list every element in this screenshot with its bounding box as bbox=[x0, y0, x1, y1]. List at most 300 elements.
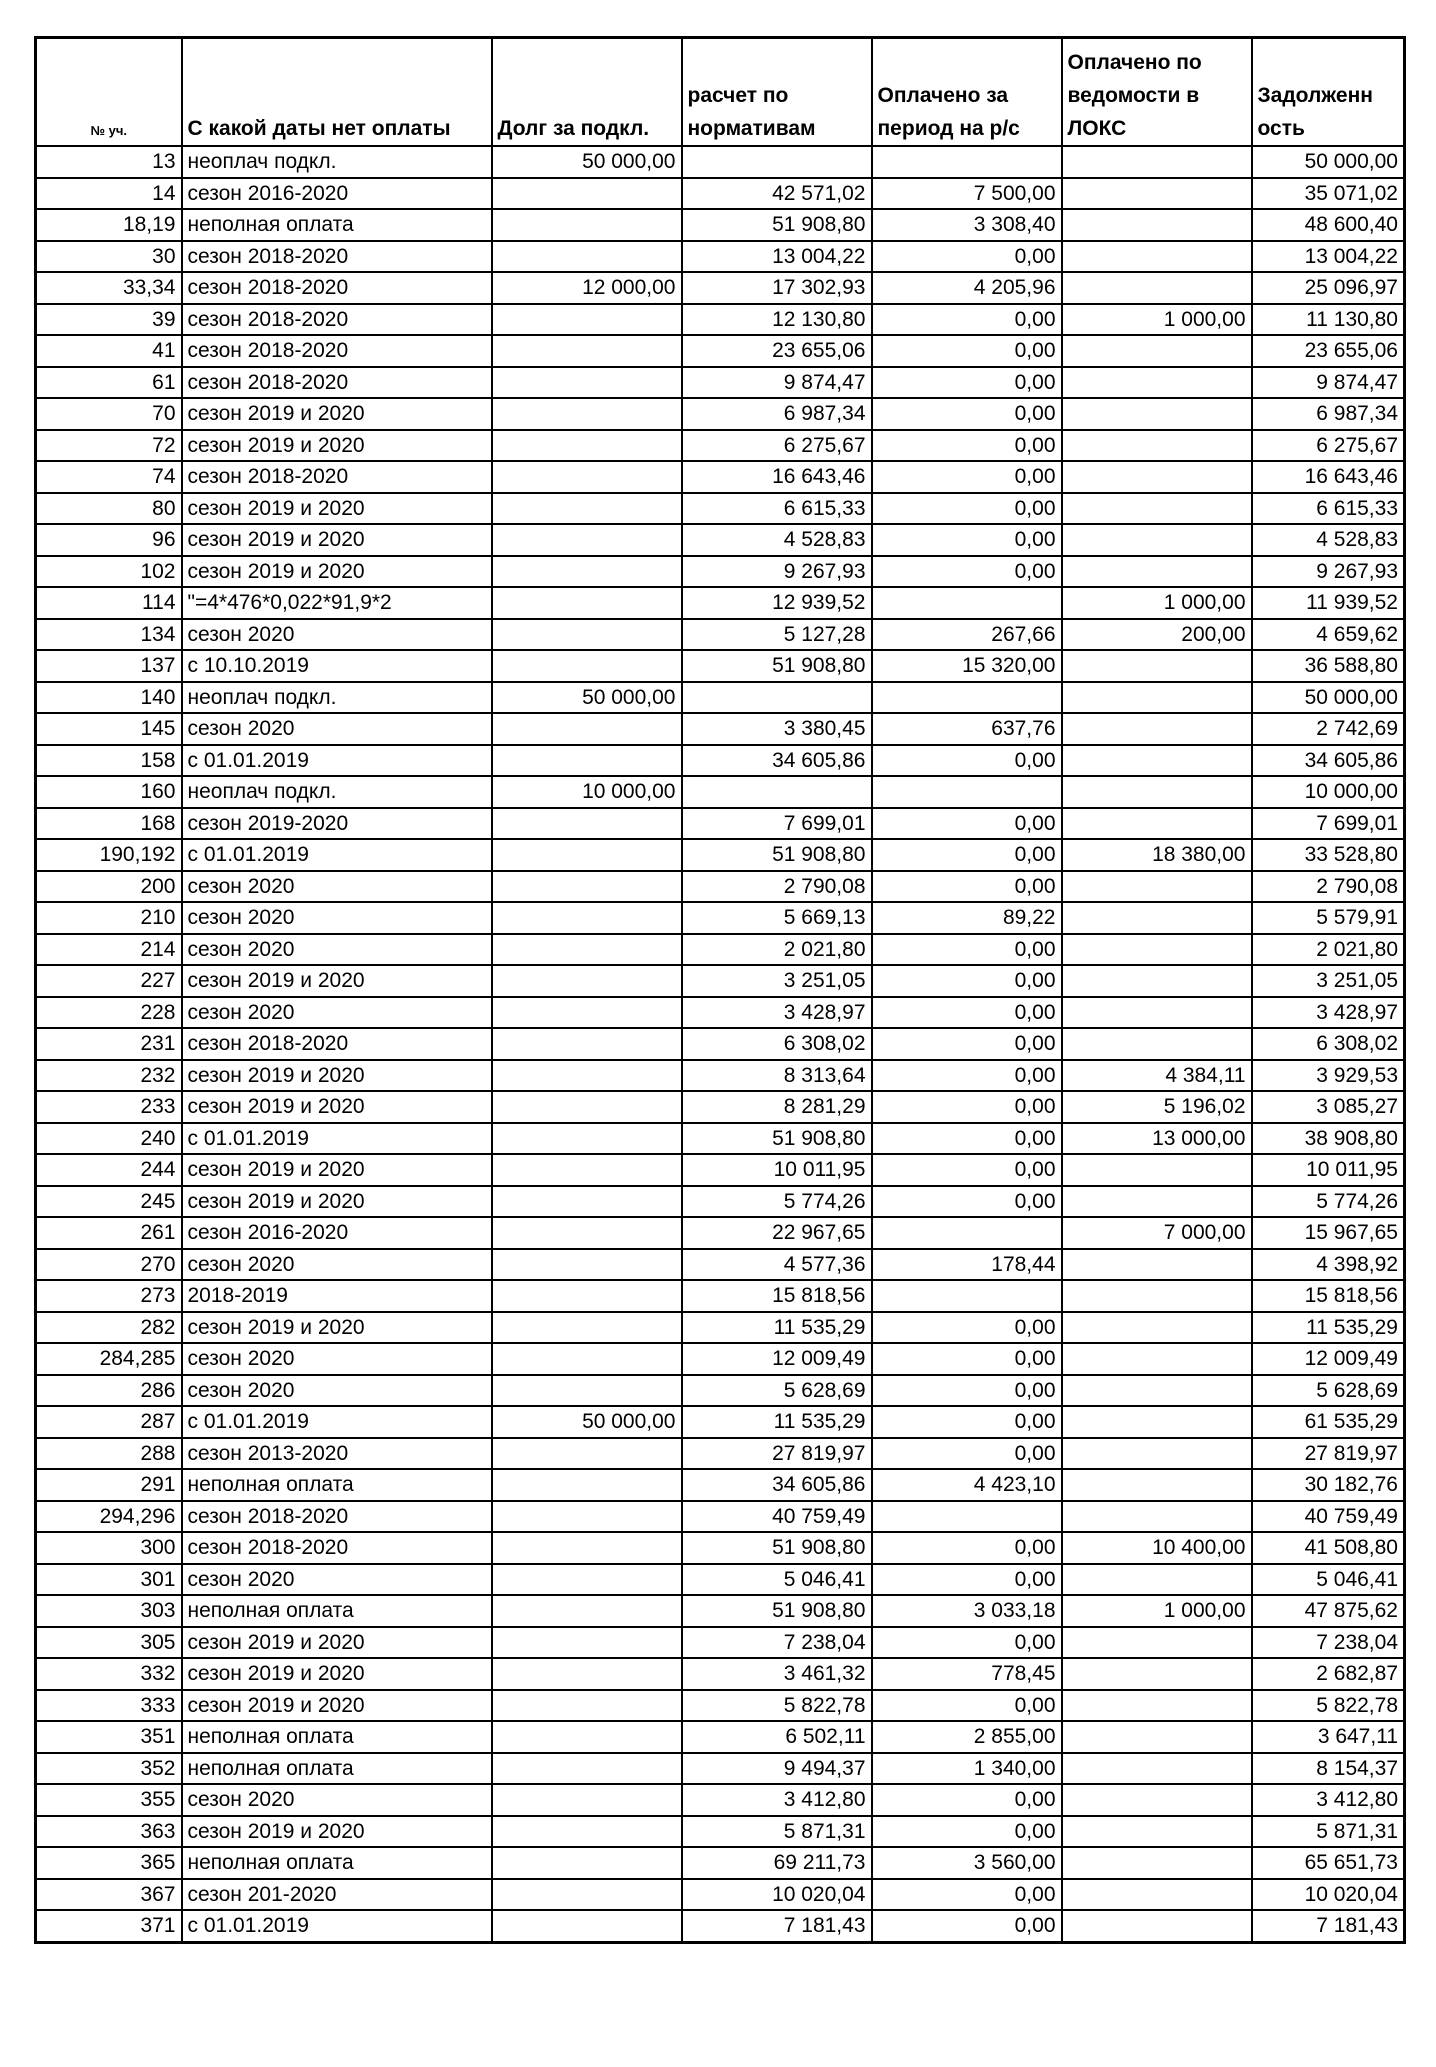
cell-unpaid-since: сезон 2019 и 2020 bbox=[182, 493, 492, 525]
cell-normative-calc: 51 908,80 bbox=[682, 1123, 872, 1155]
cell-unpaid-since: сезон 2019-2020 bbox=[182, 808, 492, 840]
table-row bbox=[36, 1627, 1405, 1659]
cell-debt-total: 3 428,97 bbox=[1252, 997, 1405, 1029]
cell-paid-loks bbox=[1062, 209, 1252, 241]
cell-paid-bank: 0,00 bbox=[872, 524, 1062, 556]
cell-paid-bank: 0,00 bbox=[872, 1784, 1062, 1816]
cell-connection-debt bbox=[492, 934, 682, 966]
cell-plot-number: 301 bbox=[36, 1564, 182, 1596]
cell-paid-bank: 0,00 bbox=[872, 367, 1062, 399]
table-row bbox=[36, 304, 1405, 336]
cell-paid-bank: 4 423,10 bbox=[872, 1469, 1062, 1501]
table-row bbox=[36, 808, 1405, 840]
cell-plot-number: 352 bbox=[36, 1753, 182, 1785]
cell-paid-bank bbox=[872, 1501, 1062, 1533]
cell-debt-total: 8 154,37 bbox=[1252, 1753, 1405, 1785]
cell-plot-number: 291 bbox=[36, 1469, 182, 1501]
cell-debt-total: 47 875,62 bbox=[1252, 1595, 1405, 1627]
cell-normative-calc: 6 502,11 bbox=[682, 1721, 872, 1753]
cell-paid-loks bbox=[1062, 1721, 1252, 1753]
cell-plot-number: 270 bbox=[36, 1249, 182, 1281]
cell-connection-debt bbox=[492, 1312, 682, 1344]
cell-connection-debt bbox=[492, 1847, 682, 1879]
cell-debt-total: 5 822,78 bbox=[1252, 1690, 1405, 1722]
cell-normative-calc: 27 819,97 bbox=[682, 1438, 872, 1470]
cell-paid-loks bbox=[1062, 1343, 1252, 1375]
cell-plot-number: 300 bbox=[36, 1532, 182, 1564]
cell-plot-number: 210 bbox=[36, 902, 182, 934]
cell-plot-number: 13 bbox=[36, 146, 182, 178]
cell-plot-number: 145 bbox=[36, 713, 182, 745]
cell-connection-debt bbox=[492, 1627, 682, 1659]
cell-paid-loks bbox=[1062, 1469, 1252, 1501]
debt-table bbox=[34, 36, 1406, 1944]
cell-unpaid-since: сезон 2018-2020 bbox=[182, 367, 492, 399]
cell-normative-calc: 34 605,86 bbox=[682, 1469, 872, 1501]
cell-plot-number: 273 bbox=[36, 1280, 182, 1312]
cell-debt-total: 3 929,53 bbox=[1252, 1060, 1405, 1092]
cell-plot-number: 227 bbox=[36, 965, 182, 997]
cell-unpaid-since: сезон 2016-2020 bbox=[182, 1217, 492, 1249]
cell-debt-total: 10 020,04 bbox=[1252, 1879, 1405, 1911]
cell-unpaid-since: неполная оплата bbox=[182, 1721, 492, 1753]
table-row bbox=[36, 997, 1405, 1029]
cell-debt-total: 27 819,97 bbox=[1252, 1438, 1405, 1470]
cell-paid-bank: 0,00 bbox=[872, 1186, 1062, 1218]
table-row bbox=[36, 146, 1405, 178]
cell-unpaid-since: сезон 2019 и 2020 bbox=[182, 1186, 492, 1218]
cell-normative-calc: 10 011,95 bbox=[682, 1154, 872, 1186]
table-row bbox=[36, 1028, 1405, 1060]
cell-unpaid-since: неполная оплата bbox=[182, 209, 492, 241]
table-row bbox=[36, 1501, 1405, 1533]
cell-connection-debt bbox=[492, 1123, 682, 1155]
cell-connection-debt bbox=[492, 241, 682, 273]
cell-paid-loks bbox=[1062, 1028, 1252, 1060]
cell-unpaid-since: с 01.01.2019 bbox=[182, 1406, 492, 1438]
cell-normative-calc: 5 669,13 bbox=[682, 902, 872, 934]
cell-normative-calc: 3 251,05 bbox=[682, 965, 872, 997]
cell-paid-bank bbox=[872, 776, 1062, 808]
cell-unpaid-since: с 01.01.2019 bbox=[182, 1910, 492, 1942]
cell-paid-bank: 0,00 bbox=[872, 1532, 1062, 1564]
cell-normative-calc: 7 238,04 bbox=[682, 1627, 872, 1659]
cell-debt-total: 3 251,05 bbox=[1252, 965, 1405, 997]
cell-connection-debt bbox=[492, 524, 682, 556]
cell-paid-loks bbox=[1062, 1406, 1252, 1438]
cell-connection-debt bbox=[492, 619, 682, 651]
cell-paid-bank: 0,00 bbox=[872, 808, 1062, 840]
cell-normative-calc: 12 939,52 bbox=[682, 587, 872, 619]
cell-paid-bank: 7 500,00 bbox=[872, 178, 1062, 210]
cell-unpaid-since: сезон 2019 и 2020 bbox=[182, 1154, 492, 1186]
cell-debt-total: 2 790,08 bbox=[1252, 871, 1405, 903]
cell-normative-calc: 15 818,56 bbox=[682, 1280, 872, 1312]
table-row bbox=[36, 871, 1405, 903]
cell-plot-number: 160 bbox=[36, 776, 182, 808]
cell-paid-loks bbox=[1062, 146, 1252, 178]
cell-paid-loks bbox=[1062, 965, 1252, 997]
cell-paid-loks bbox=[1062, 997, 1252, 1029]
cell-debt-total: 50 000,00 bbox=[1252, 146, 1405, 178]
cell-connection-debt bbox=[492, 1438, 682, 1470]
cell-plot-number: 231 bbox=[36, 1028, 182, 1060]
cell-unpaid-since: неполная оплата bbox=[182, 1847, 492, 1879]
cell-debt-total: 6 615,33 bbox=[1252, 493, 1405, 525]
cell-paid-loks bbox=[1062, 556, 1252, 588]
cell-unpaid-since: сезон 2020 bbox=[182, 1564, 492, 1596]
cell-connection-debt bbox=[492, 839, 682, 871]
cell-paid-bank: 15 320,00 bbox=[872, 650, 1062, 682]
cell-paid-bank: 0,00 bbox=[872, 1060, 1062, 1092]
cell-plot-number: 61 bbox=[36, 367, 182, 399]
cell-debt-total: 16 643,46 bbox=[1252, 461, 1405, 493]
cell-debt-total: 10 011,95 bbox=[1252, 1154, 1405, 1186]
cell-paid-bank: 0,00 bbox=[872, 1028, 1062, 1060]
table-row bbox=[36, 1690, 1405, 1722]
cell-unpaid-since: сезон 2018-2020 bbox=[182, 1501, 492, 1533]
cell-normative-calc: 3 412,80 bbox=[682, 1784, 872, 1816]
cell-unpaid-since: сезон 2020 bbox=[182, 713, 492, 745]
cell-paid-loks bbox=[1062, 1312, 1252, 1344]
cell-paid-loks: 5 196,02 bbox=[1062, 1091, 1252, 1123]
cell-normative-calc: 12 130,80 bbox=[682, 304, 872, 336]
cell-unpaid-since: "=4*476*0,022*91,9*2 bbox=[182, 587, 492, 619]
table-row bbox=[36, 682, 1405, 714]
cell-debt-total: 5 046,41 bbox=[1252, 1564, 1405, 1596]
cell-paid-bank: 0,00 bbox=[872, 1690, 1062, 1722]
cell-normative-calc: 51 908,80 bbox=[682, 650, 872, 682]
cell-unpaid-since: сезон 2013-2020 bbox=[182, 1438, 492, 1470]
table-row bbox=[36, 1060, 1405, 1092]
cell-debt-total: 3 085,27 bbox=[1252, 1091, 1405, 1123]
cell-paid-bank: 2 855,00 bbox=[872, 1721, 1062, 1753]
table-header bbox=[36, 38, 1405, 147]
cell-paid-loks bbox=[1062, 1438, 1252, 1470]
cell-normative-calc: 5 774,26 bbox=[682, 1186, 872, 1218]
table-row bbox=[36, 367, 1405, 399]
cell-paid-loks bbox=[1062, 682, 1252, 714]
cell-plot-number: 39 bbox=[36, 304, 182, 336]
cell-paid-loks bbox=[1062, 934, 1252, 966]
cell-debt-total: 30 182,76 bbox=[1252, 1469, 1405, 1501]
cell-normative-calc: 9 494,37 bbox=[682, 1753, 872, 1785]
cell-unpaid-since: 2018-2019 bbox=[182, 1280, 492, 1312]
cell-connection-debt bbox=[492, 209, 682, 241]
table-row bbox=[36, 430, 1405, 462]
cell-plot-number: 114 bbox=[36, 587, 182, 619]
cell-unpaid-since: с 10.10.2019 bbox=[182, 650, 492, 682]
cell-paid-loks bbox=[1062, 650, 1252, 682]
cell-paid-bank: 0,00 bbox=[872, 1312, 1062, 1344]
cell-unpaid-since: сезон 2020 bbox=[182, 997, 492, 1029]
cell-normative-calc: 2 021,80 bbox=[682, 934, 872, 966]
cell-paid-loks bbox=[1062, 1154, 1252, 1186]
cell-unpaid-since: сезон 2018-2020 bbox=[182, 335, 492, 367]
cell-plot-number: 41 bbox=[36, 335, 182, 367]
cell-paid-loks bbox=[1062, 493, 1252, 525]
cell-paid-loks bbox=[1062, 461, 1252, 493]
cell-unpaid-since: сезон 2019 и 2020 bbox=[182, 1816, 492, 1848]
cell-unpaid-since: сезон 2019 и 2020 bbox=[182, 1690, 492, 1722]
cell-debt-total: 11 939,52 bbox=[1252, 587, 1405, 619]
cell-paid-bank: 3 560,00 bbox=[872, 1847, 1062, 1879]
cell-unpaid-since: неполная оплата bbox=[182, 1595, 492, 1627]
cell-paid-bank: 0,00 bbox=[872, 430, 1062, 462]
cell-normative-calc: 51 908,80 bbox=[682, 209, 872, 241]
cell-connection-debt bbox=[492, 1154, 682, 1186]
cell-unpaid-since: сезон 2016-2020 bbox=[182, 178, 492, 210]
cell-normative-calc: 5 871,31 bbox=[682, 1816, 872, 1848]
table-row bbox=[36, 1375, 1405, 1407]
cell-plot-number: 245 bbox=[36, 1186, 182, 1218]
table-body bbox=[36, 146, 1405, 1942]
cell-unpaid-since: сезон 2018-2020 bbox=[182, 1028, 492, 1060]
table-row bbox=[36, 839, 1405, 871]
cell-unpaid-since: сезон 2018-2020 bbox=[182, 461, 492, 493]
cell-normative-calc: 5 046,41 bbox=[682, 1564, 872, 1596]
cell-normative-calc: 3 461,32 bbox=[682, 1658, 872, 1690]
cell-paid-loks: 7 000,00 bbox=[1062, 1217, 1252, 1249]
cell-paid-loks bbox=[1062, 1816, 1252, 1848]
table-row bbox=[36, 335, 1405, 367]
cell-unpaid-since: сезон 2020 bbox=[182, 1375, 492, 1407]
header-connection-debt: Долг за подкл. bbox=[492, 38, 682, 147]
cell-paid-loks: 18 380,00 bbox=[1062, 839, 1252, 871]
cell-connection-debt bbox=[492, 335, 682, 367]
cell-normative-calc: 3 428,97 bbox=[682, 997, 872, 1029]
header-normative-calc: расчет по нормативам bbox=[682, 38, 872, 147]
cell-normative-calc: 23 655,06 bbox=[682, 335, 872, 367]
cell-debt-total: 4 528,83 bbox=[1252, 524, 1405, 556]
cell-plot-number: 232 bbox=[36, 1060, 182, 1092]
cell-unpaid-since: с 01.01.2019 bbox=[182, 745, 492, 777]
cell-plot-number: 333 bbox=[36, 1690, 182, 1722]
cell-unpaid-since: сезон 2019 и 2020 bbox=[182, 524, 492, 556]
table-row bbox=[36, 1186, 1405, 1218]
cell-connection-debt bbox=[492, 493, 682, 525]
cell-paid-bank: 1 340,00 bbox=[872, 1753, 1062, 1785]
cell-debt-total: 5 579,91 bbox=[1252, 902, 1405, 934]
cell-debt-total: 13 004,22 bbox=[1252, 241, 1405, 273]
cell-paid-bank: 0,00 bbox=[872, 335, 1062, 367]
cell-plot-number: 134 bbox=[36, 619, 182, 651]
cell-connection-debt bbox=[492, 1879, 682, 1911]
table-row bbox=[36, 650, 1405, 682]
cell-paid-loks bbox=[1062, 871, 1252, 903]
cell-unpaid-since: сезон 2019 и 2020 bbox=[182, 1060, 492, 1092]
cell-normative-calc: 17 302,93 bbox=[682, 272, 872, 304]
cell-plot-number: 303 bbox=[36, 1595, 182, 1627]
cell-normative-calc: 2 790,08 bbox=[682, 871, 872, 903]
cell-paid-loks: 13 000,00 bbox=[1062, 1123, 1252, 1155]
cell-paid-bank bbox=[872, 146, 1062, 178]
cell-debt-total: 11 130,80 bbox=[1252, 304, 1405, 336]
cell-paid-bank: 89,22 bbox=[872, 902, 1062, 934]
cell-connection-debt bbox=[492, 1343, 682, 1375]
table-row bbox=[36, 713, 1405, 745]
cell-paid-loks bbox=[1062, 178, 1252, 210]
table-row bbox=[36, 1784, 1405, 1816]
cell-paid-loks bbox=[1062, 1249, 1252, 1281]
cell-paid-loks: 200,00 bbox=[1062, 619, 1252, 651]
cell-normative-calc: 10 020,04 bbox=[682, 1879, 872, 1911]
cell-connection-debt bbox=[492, 587, 682, 619]
cell-debt-total: 6 275,67 bbox=[1252, 430, 1405, 462]
cell-paid-bank: 0,00 bbox=[872, 1343, 1062, 1375]
table-row bbox=[36, 1595, 1405, 1627]
cell-connection-debt bbox=[492, 1784, 682, 1816]
cell-unpaid-since: с 01.01.2019 bbox=[182, 839, 492, 871]
cell-connection-debt: 50 000,00 bbox=[492, 146, 682, 178]
cell-debt-total: 34 605,86 bbox=[1252, 745, 1405, 777]
cell-paid-bank: 267,66 bbox=[872, 619, 1062, 651]
table-row bbox=[36, 1217, 1405, 1249]
cell-paid-bank: 0,00 bbox=[872, 1154, 1062, 1186]
cell-connection-debt bbox=[492, 1060, 682, 1092]
cell-debt-total: 9 267,93 bbox=[1252, 556, 1405, 588]
cell-debt-total: 4 659,62 bbox=[1252, 619, 1405, 651]
table-row bbox=[36, 1091, 1405, 1123]
cell-debt-total: 15 818,56 bbox=[1252, 1280, 1405, 1312]
cell-connection-debt bbox=[492, 1816, 682, 1848]
cell-debt-total: 50 000,00 bbox=[1252, 682, 1405, 714]
cell-paid-loks bbox=[1062, 1375, 1252, 1407]
cell-connection-debt: 10 000,00 bbox=[492, 776, 682, 808]
cell-normative-calc: 5 628,69 bbox=[682, 1375, 872, 1407]
table-row bbox=[36, 619, 1405, 651]
cell-unpaid-since: сезон 2020 bbox=[182, 1784, 492, 1816]
cell-plot-number: 363 bbox=[36, 1816, 182, 1848]
cell-unpaid-since: неполная оплата bbox=[182, 1469, 492, 1501]
table-row bbox=[36, 965, 1405, 997]
cell-connection-debt bbox=[492, 1910, 682, 1942]
cell-paid-loks bbox=[1062, 1753, 1252, 1785]
cell-unpaid-since: сезон 2020 bbox=[182, 619, 492, 651]
cell-plot-number: 355 bbox=[36, 1784, 182, 1816]
cell-paid-loks bbox=[1062, 430, 1252, 462]
cell-paid-bank: 0,00 bbox=[872, 1406, 1062, 1438]
cell-plot-number: 228 bbox=[36, 997, 182, 1029]
cell-debt-total: 12 009,49 bbox=[1252, 1343, 1405, 1375]
cell-normative-calc: 51 908,80 bbox=[682, 1532, 872, 1564]
cell-normative-calc: 8 313,64 bbox=[682, 1060, 872, 1092]
cell-normative-calc: 40 759,49 bbox=[682, 1501, 872, 1533]
cell-paid-bank bbox=[872, 587, 1062, 619]
cell-paid-loks bbox=[1062, 241, 1252, 273]
cell-debt-total: 2 682,87 bbox=[1252, 1658, 1405, 1690]
cell-connection-debt bbox=[492, 556, 682, 588]
cell-connection-debt bbox=[492, 1721, 682, 1753]
cell-debt-total: 6 308,02 bbox=[1252, 1028, 1405, 1060]
cell-unpaid-since: сезон 2018-2020 bbox=[182, 1532, 492, 1564]
cell-paid-loks bbox=[1062, 398, 1252, 430]
cell-paid-loks: 4 384,11 bbox=[1062, 1060, 1252, 1092]
cell-debt-total: 5 774,26 bbox=[1252, 1186, 1405, 1218]
table-row bbox=[36, 587, 1405, 619]
table-row bbox=[36, 1469, 1405, 1501]
cell-debt-total: 15 967,65 bbox=[1252, 1217, 1405, 1249]
table-row bbox=[36, 209, 1405, 241]
cell-unpaid-since: сезон 2019 и 2020 bbox=[182, 965, 492, 997]
cell-debt-total: 2 742,69 bbox=[1252, 713, 1405, 745]
cell-normative-calc: 6 275,67 bbox=[682, 430, 872, 462]
cell-debt-total: 3 412,80 bbox=[1252, 1784, 1405, 1816]
cell-normative-calc: 11 535,29 bbox=[682, 1312, 872, 1344]
cell-connection-debt bbox=[492, 1690, 682, 1722]
cell-plot-number: 158 bbox=[36, 745, 182, 777]
cell-normative-calc: 9 267,93 bbox=[682, 556, 872, 588]
cell-normative-calc bbox=[682, 776, 872, 808]
cell-paid-bank: 0,00 bbox=[872, 304, 1062, 336]
cell-connection-debt bbox=[492, 808, 682, 840]
cell-unpaid-since: сезон 2020 bbox=[182, 1249, 492, 1281]
cell-debt-total: 35 071,02 bbox=[1252, 178, 1405, 210]
cell-connection-debt bbox=[492, 1658, 682, 1690]
cell-plot-number: 332 bbox=[36, 1658, 182, 1690]
cell-connection-debt bbox=[492, 871, 682, 903]
cell-plot-number: 288 bbox=[36, 1438, 182, 1470]
cell-paid-loks bbox=[1062, 1280, 1252, 1312]
cell-debt-total: 40 759,49 bbox=[1252, 1501, 1405, 1533]
table-row bbox=[36, 1847, 1405, 1879]
cell-debt-total: 5 871,31 bbox=[1252, 1816, 1405, 1848]
cell-paid-loks bbox=[1062, 1847, 1252, 1879]
cell-paid-bank: 3 308,40 bbox=[872, 209, 1062, 241]
table-row bbox=[36, 934, 1405, 966]
cell-normative-calc: 4 528,83 bbox=[682, 524, 872, 556]
cell-connection-debt bbox=[492, 398, 682, 430]
cell-connection-debt bbox=[492, 650, 682, 682]
cell-paid-bank bbox=[872, 1280, 1062, 1312]
cell-unpaid-since: неоплач подкл. bbox=[182, 776, 492, 808]
cell-normative-calc: 16 643,46 bbox=[682, 461, 872, 493]
table-row bbox=[36, 241, 1405, 273]
cell-normative-calc: 22 967,65 bbox=[682, 1217, 872, 1249]
table-row bbox=[36, 1910, 1405, 1942]
table-row bbox=[36, 1658, 1405, 1690]
cell-normative-calc: 51 908,80 bbox=[682, 1595, 872, 1627]
cell-unpaid-since: сезон 2020 bbox=[182, 902, 492, 934]
cell-plot-number: 190,192 bbox=[36, 839, 182, 871]
cell-connection-debt bbox=[492, 1501, 682, 1533]
cell-debt-total: 7 238,04 bbox=[1252, 1627, 1405, 1659]
cell-debt-total: 5 628,69 bbox=[1252, 1375, 1405, 1407]
cell-connection-debt bbox=[492, 1375, 682, 1407]
cell-paid-bank: 0,00 bbox=[872, 461, 1062, 493]
cell-debt-total: 48 600,40 bbox=[1252, 209, 1405, 241]
cell-normative-calc: 9 874,47 bbox=[682, 367, 872, 399]
cell-paid-loks bbox=[1062, 745, 1252, 777]
cell-normative-calc: 6 987,34 bbox=[682, 398, 872, 430]
cell-unpaid-since: неоплач подкл. bbox=[182, 682, 492, 714]
cell-normative-calc bbox=[682, 682, 872, 714]
cell-paid-bank: 0,00 bbox=[872, 1438, 1062, 1470]
cell-plot-number: 365 bbox=[36, 1847, 182, 1879]
cell-debt-total: 23 655,06 bbox=[1252, 335, 1405, 367]
cell-normative-calc: 51 908,80 bbox=[682, 839, 872, 871]
table-row bbox=[36, 745, 1405, 777]
cell-plot-number: 244 bbox=[36, 1154, 182, 1186]
cell-paid-bank: 0,00 bbox=[872, 965, 1062, 997]
cell-normative-calc: 6 615,33 bbox=[682, 493, 872, 525]
cell-connection-debt: 50 000,00 bbox=[492, 1406, 682, 1438]
cell-paid-loks bbox=[1062, 524, 1252, 556]
cell-plot-number: 282 bbox=[36, 1312, 182, 1344]
cell-paid-loks bbox=[1062, 1690, 1252, 1722]
cell-debt-total: 33 528,80 bbox=[1252, 839, 1405, 871]
cell-normative-calc: 12 009,49 bbox=[682, 1343, 872, 1375]
